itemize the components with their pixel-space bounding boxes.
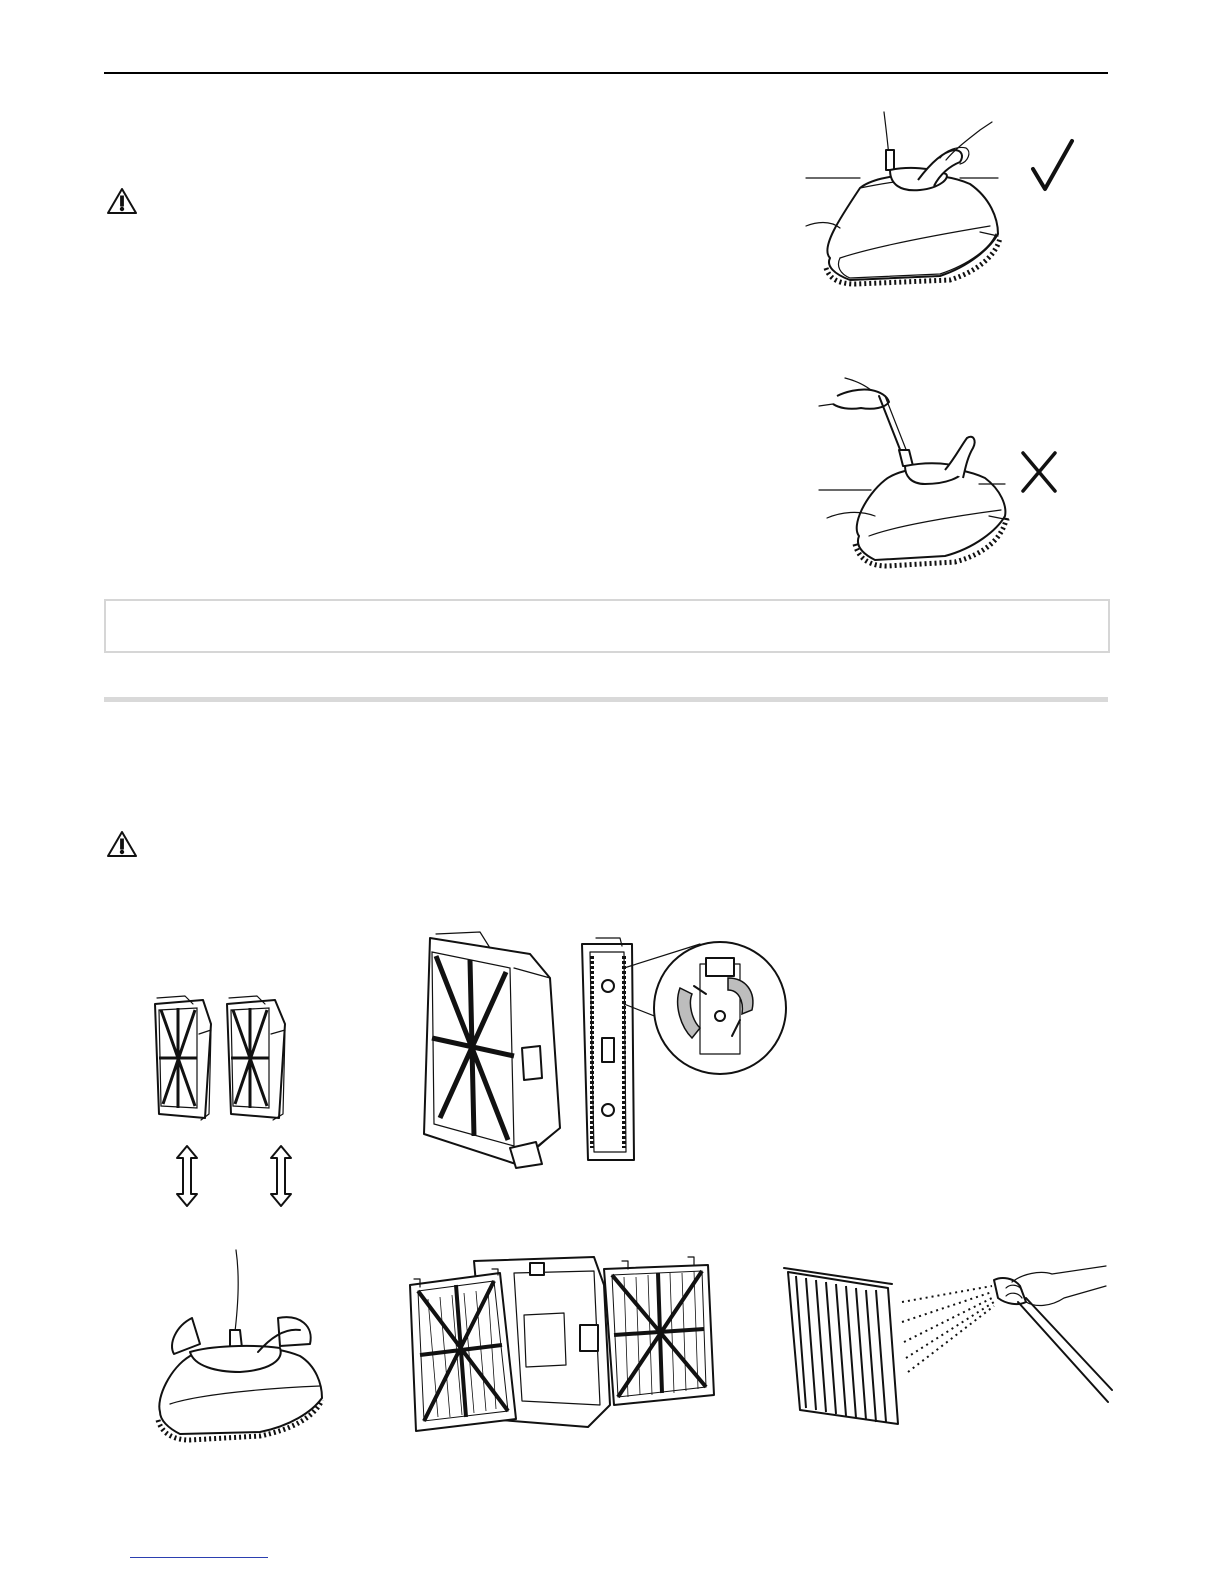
filter-panel-right bbox=[604, 1257, 714, 1405]
up-down-arrow-icon bbox=[177, 1146, 197, 1206]
footer-link-underline[interactable] bbox=[130, 1557, 268, 1558]
up-down-arrow-icon bbox=[271, 1146, 291, 1206]
filter-panel-rinse bbox=[784, 1268, 898, 1424]
note-box bbox=[104, 599, 1110, 653]
water-spray bbox=[902, 1286, 994, 1372]
hose-rinsing-filter-illustration bbox=[782, 1262, 1112, 1437]
filter-cartridges-pair-illustration bbox=[145, 994, 315, 1214]
filter-cartridge-left bbox=[155, 996, 211, 1120]
hose-nozzle-hand bbox=[994, 1266, 1112, 1402]
filter-side-view bbox=[582, 938, 634, 1160]
warning-triangle-icon bbox=[106, 187, 138, 215]
filter-panel-left bbox=[410, 1269, 516, 1431]
filter-disassembled-illustration bbox=[404, 1255, 716, 1435]
robot-lift-by-handle-illustration bbox=[800, 108, 1010, 298]
cross-icon bbox=[1020, 450, 1058, 494]
warning-triangle-icon bbox=[106, 830, 138, 858]
checkmark-icon bbox=[1030, 137, 1076, 193]
robot-lift-by-cable-illustration bbox=[815, 366, 1015, 576]
section-divider bbox=[104, 697, 1108, 702]
filter-cartridge-detail-illustration bbox=[410, 928, 790, 1178]
top-rule bbox=[104, 72, 1108, 74]
magnified-clip-detail bbox=[654, 942, 786, 1074]
filter-cartridge-right bbox=[227, 996, 285, 1120]
robot-filter-removal-illustration bbox=[150, 1248, 335, 1443]
